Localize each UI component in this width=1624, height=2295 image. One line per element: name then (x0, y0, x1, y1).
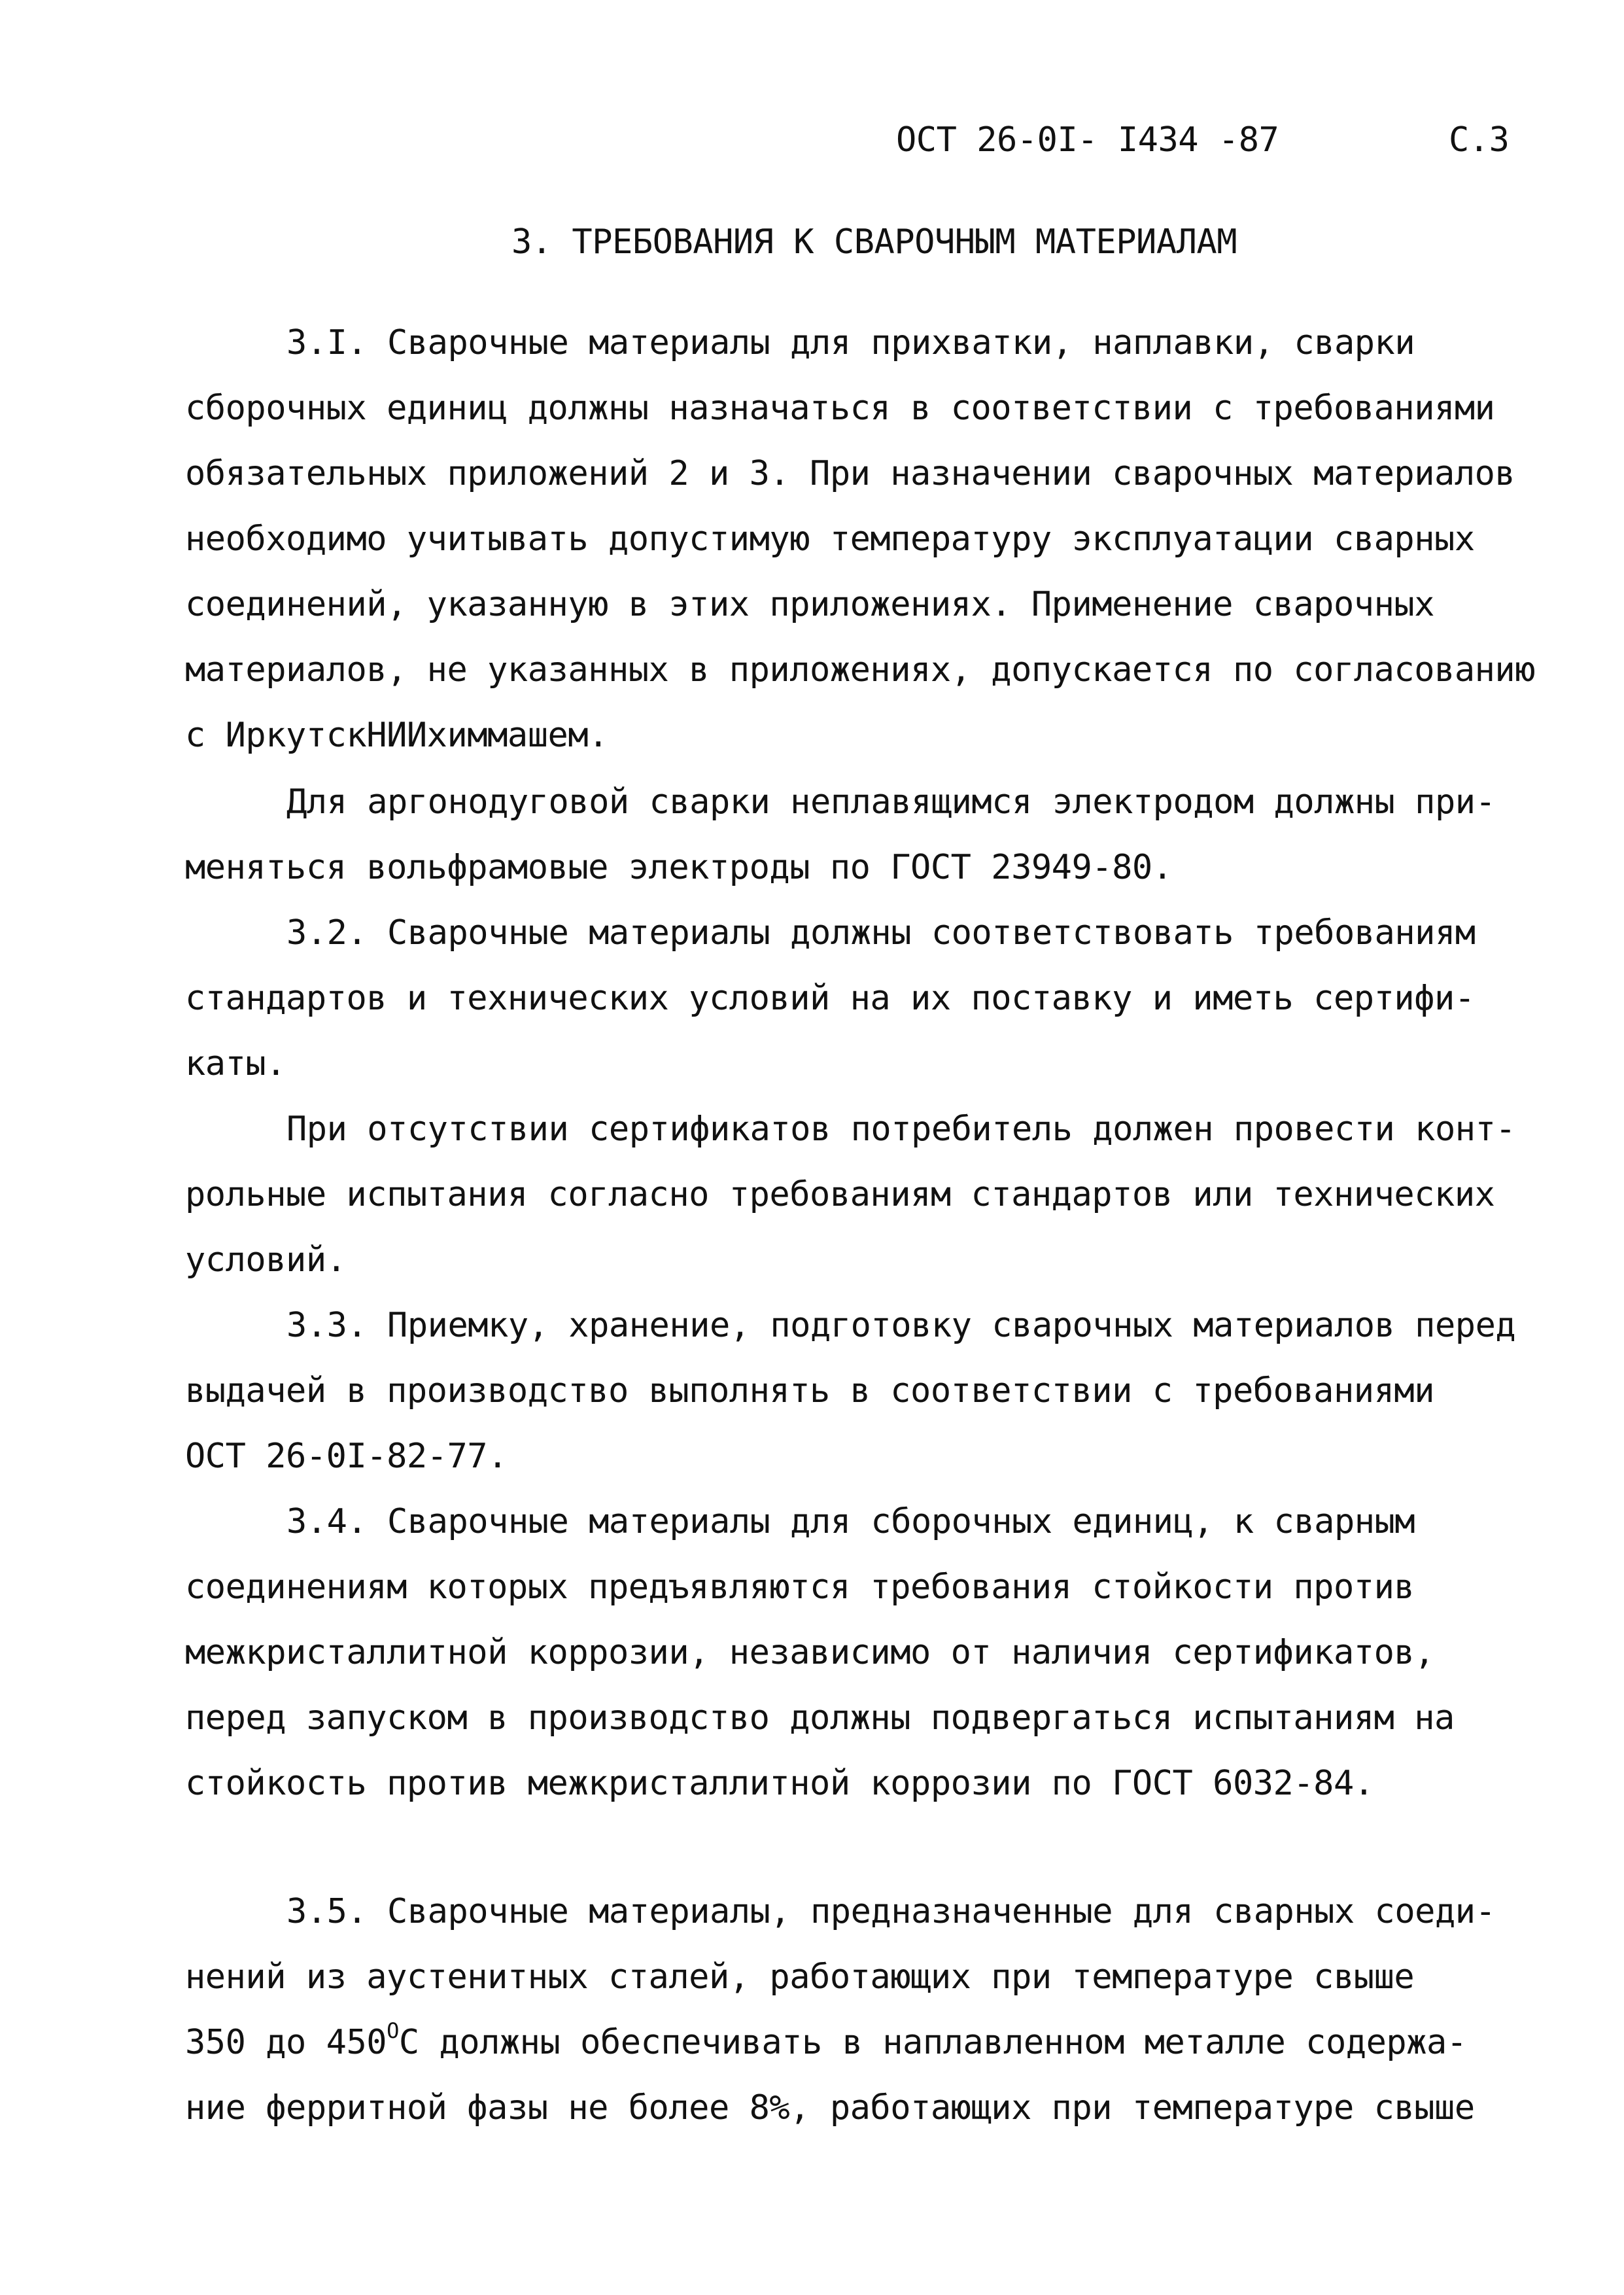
page-number: С.3 (1449, 120, 1510, 160)
paragraph-line: 3.I. Сварочные материалы для прихватки, наплавки, сварки (286, 323, 1415, 362)
paragraph-line: 3.4. Сварочные материалы для сборочных единиц, к сварным (286, 1502, 1415, 1541)
paragraph-line: рольные испытания согласно требованиям стандартов или технических (185, 1175, 1495, 1214)
paragraph-line: 3.5. Сварочные материалы, предназначенные для сварных соеди- (286, 1892, 1496, 1931)
paragraph-line: нений из аустенитных сталей, работающих при температуре свыше (185, 1957, 1415, 1997)
section-title: 3. ТРЕБОВАНИЯ К СВАРОЧНЫМ МАТЕРИАЛАМ (511, 222, 1237, 262)
paragraph-line: соединений, указанную в этих приложениях. Применение сварочных (185, 585, 1435, 624)
degree-superscript: О (387, 2018, 399, 2043)
paragraph-line: необходимо учитывать допустимую температуру эксплуатации сварных (185, 519, 1475, 559)
paragraph-line: стойкость против межкристаллитной коррозии по ГОСТ 6032-84. (185, 1764, 1374, 1803)
paragraph-line: соединениям которых предъявляются требования стойкости против (185, 1568, 1415, 1607)
paragraph-line: ние ферритной фазы не более 8%, работающих при температуре свыше (185, 2088, 1475, 2128)
paragraph-line: 3.3. Приемку, хранение, подготовку сварочных материалов перед (286, 1306, 1516, 1345)
paragraph-line: ОСТ 26-0I-82-77. (185, 1437, 508, 1476)
paragraph-line: стандартов и технических условий на их поставку и иметь сертифи- (185, 979, 1475, 1018)
paragraph-line: Для аргонодуговой сварки неплавящимся электродом должны при- (286, 782, 1496, 822)
paragraph-line: межкристаллитной коррозии, независимо от наличия сертификатов, (185, 1633, 1435, 1672)
paragraph-line: с ИркутскНИИхиммашем. (185, 716, 608, 755)
paragraph-line: 3.2. Сварочные материалы должны соответствовать требованиям (286, 913, 1476, 953)
document-code: ОСТ 26-0I- I434 -87 (896, 120, 1279, 160)
paragraph-line: При отсутствии сертификатов потребитель должен провести конт- (286, 1110, 1516, 1149)
paragraph-line: условий. (185, 1240, 347, 1280)
paragraph-line: материалов, не указанных в приложениях, допускается по согласованию (185, 650, 1536, 690)
paragraph-line: обязательных приложений 2 и 3. При назначении сварочных материалов (185, 454, 1515, 493)
temperature-text: 350 до 450 (185, 2023, 387, 2062)
paragraph-line: выдачей в производство выполнять в соответствии с требованиями (185, 1371, 1435, 1410)
paragraph-line-temperature (185, 2018, 1467, 2062)
temperature-text-continued: С должны обеспечивать в наплавленном металле содержа- (398, 2023, 1467, 2062)
paragraph-line: меняться вольфрамовые электроды по ГОСТ 23949-80. (185, 848, 1173, 887)
paragraph-line: каты. (185, 1044, 286, 1083)
paragraph-line: перед запуском в производство должны подвергаться испытаниям на (185, 1698, 1455, 1738)
paragraph-line: сборочных единиц должны назначаться в соответствии с требованиями (185, 389, 1495, 428)
